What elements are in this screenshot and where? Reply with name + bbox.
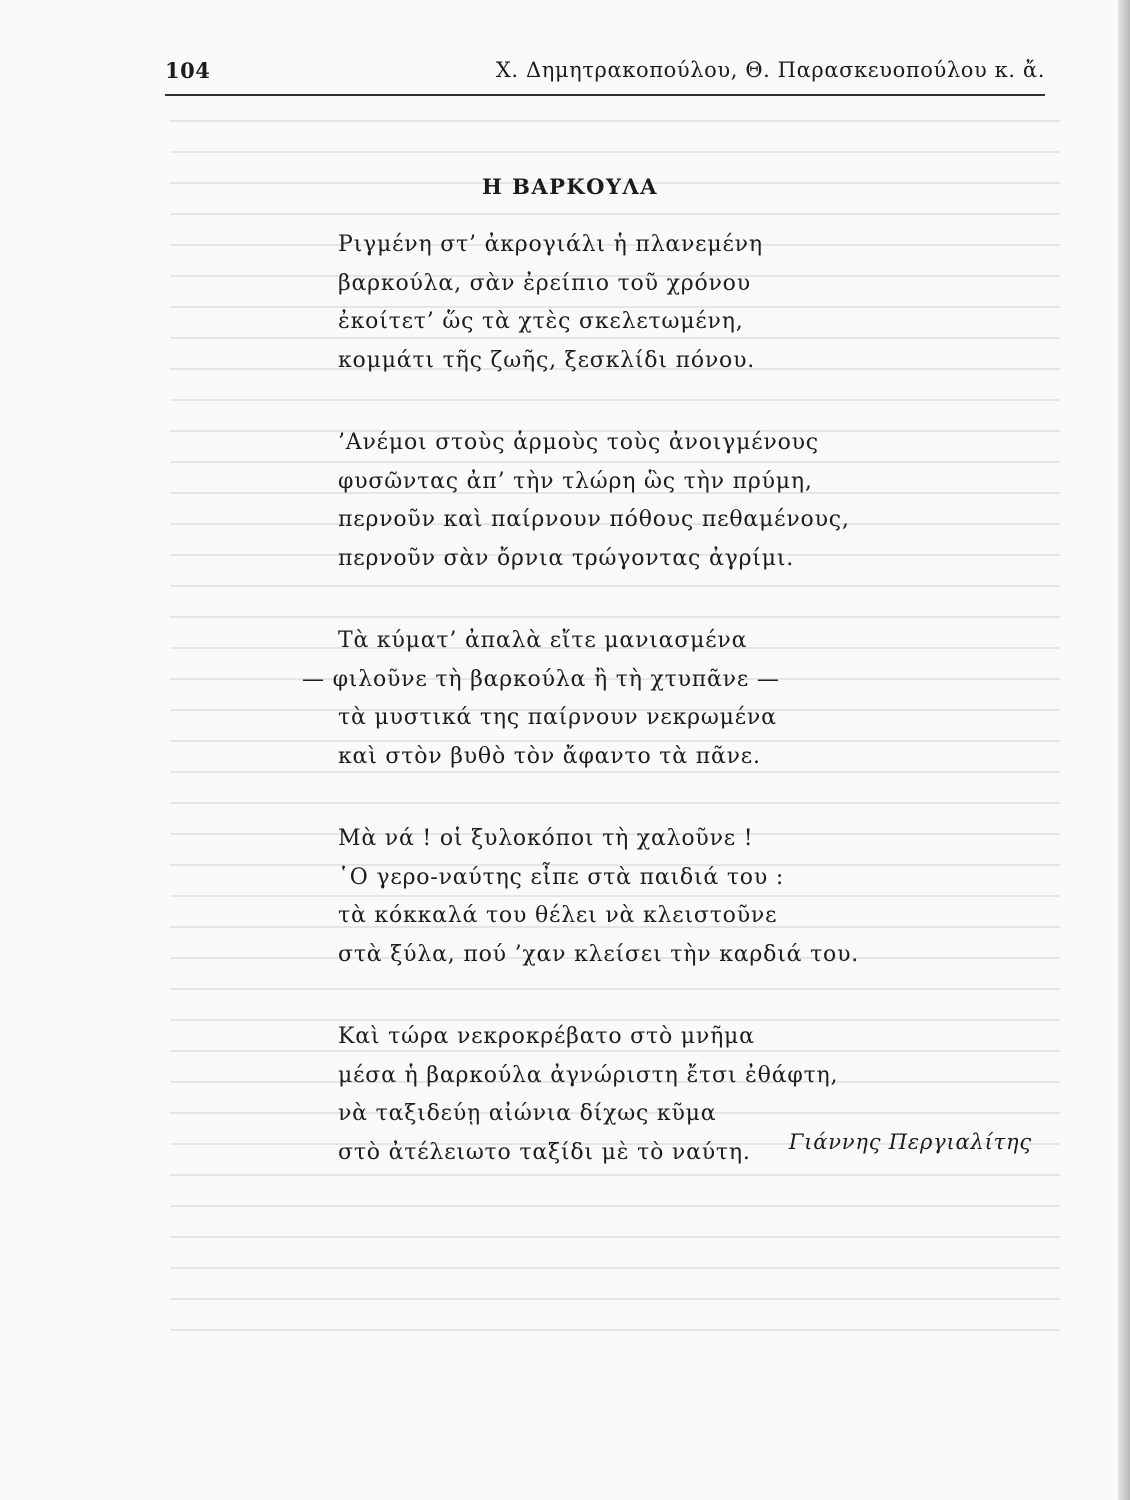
header-rule — [165, 94, 1045, 96]
poem-body — [302, 226, 860, 1216]
running-head: Χ. Δημητρακοπούλου, Θ. Παρασκευοπούλου κ. ἄ. — [495, 58, 1045, 82]
poem-line: φυσῶντας ἀπ’ τὴν τλώρη ὣς τὴν πρύμη, — [338, 468, 813, 494]
poem-line: στὰ ξύλα, πού ’χαν κλείσει τὴν καρδιά του. — [338, 941, 860, 967]
poem-line: Μὰ νά ! οἱ ξυλοκόποι τὴ χαλοῦνε ! — [338, 826, 754, 851]
poem-line: περνοῦν σὰν ὄρνια τρώγοντας ἀγρίμι. — [338, 545, 795, 571]
poem-line: νὰ ταξιδεύῃ αἰώνια δίχως κῦμα — [338, 1101, 717, 1126]
poem-line: Καὶ τώρα νεκροκρέβατο στὸ μνῆμα — [338, 1024, 755, 1049]
page-edge-shadow — [1118, 0, 1130, 1500]
poem-line: τὰ μυστικά της παίρνουν νεκρωμένα — [338, 705, 777, 730]
poem-line: κομμάτι τῆς ζωῆς, ξεσκλίδι πόνου. — [338, 347, 756, 373]
poem-author: Γιάννης Περγιαλίτης — [788, 1130, 1032, 1154]
poem-title: Η ΒΑΡΚΟΥΛΑ — [481, 174, 659, 199]
poem-line: ῾Ο γερο-ναύτης εἶπε στὰ παιδιά του : — [338, 864, 785, 890]
poem-line: περνοῦν καὶ παίρνουν πόθους πεθαμένους, — [338, 507, 850, 532]
page-number: 104 — [165, 58, 211, 83]
page-header — [165, 58, 1045, 90]
poem-line: τὰ κόκκαλά του θέλει νὰ κλειστοῦνε — [338, 903, 778, 928]
stanza-2 — [338, 424, 859, 578]
stanza-1 — [338, 226, 859, 380]
poem-line: στὸ ἀτέλειωτο ταξίδι μὲ τὸ ναύτη. — [338, 1139, 751, 1165]
poem-line: βαρκούλα, σὰν ἐρείπιο τοῦ χρόνου — [338, 270, 751, 296]
stanza-3 — [302, 622, 859, 776]
poem-line: Τὰ κύματ’ ἀπαλὰ εἴτε μανιασμένα — [338, 628, 748, 653]
poem-line: καὶ στὸν βυθὸ τὸν ἄφαντο τὰ πᾶνε. — [338, 743, 761, 769]
poem-line: Ριγμένη στ’ ἀκρογιάλι ἡ πλανεμένη — [338, 232, 763, 257]
poem-line: ἐκοίτετ’ ὥς τὰ χτὲς σκελετωμένη, — [338, 309, 744, 334]
stanza-4 — [338, 820, 859, 974]
poem-line: — φιλοῦνε τὴ βαρκούλα ἢ τὴ χτυπᾶνε — — [302, 666, 780, 692]
poem-line: μέσα ἡ βαρκούλα ἀγνώριστη ἔτσι ἐθάφτη, — [338, 1062, 839, 1088]
poem-line: ’Ανέμοι στοὺς ἁρμοὺς τοὺς ἀνοιγμένους — [338, 430, 819, 455]
stanza-5 — [338, 1018, 859, 1172]
